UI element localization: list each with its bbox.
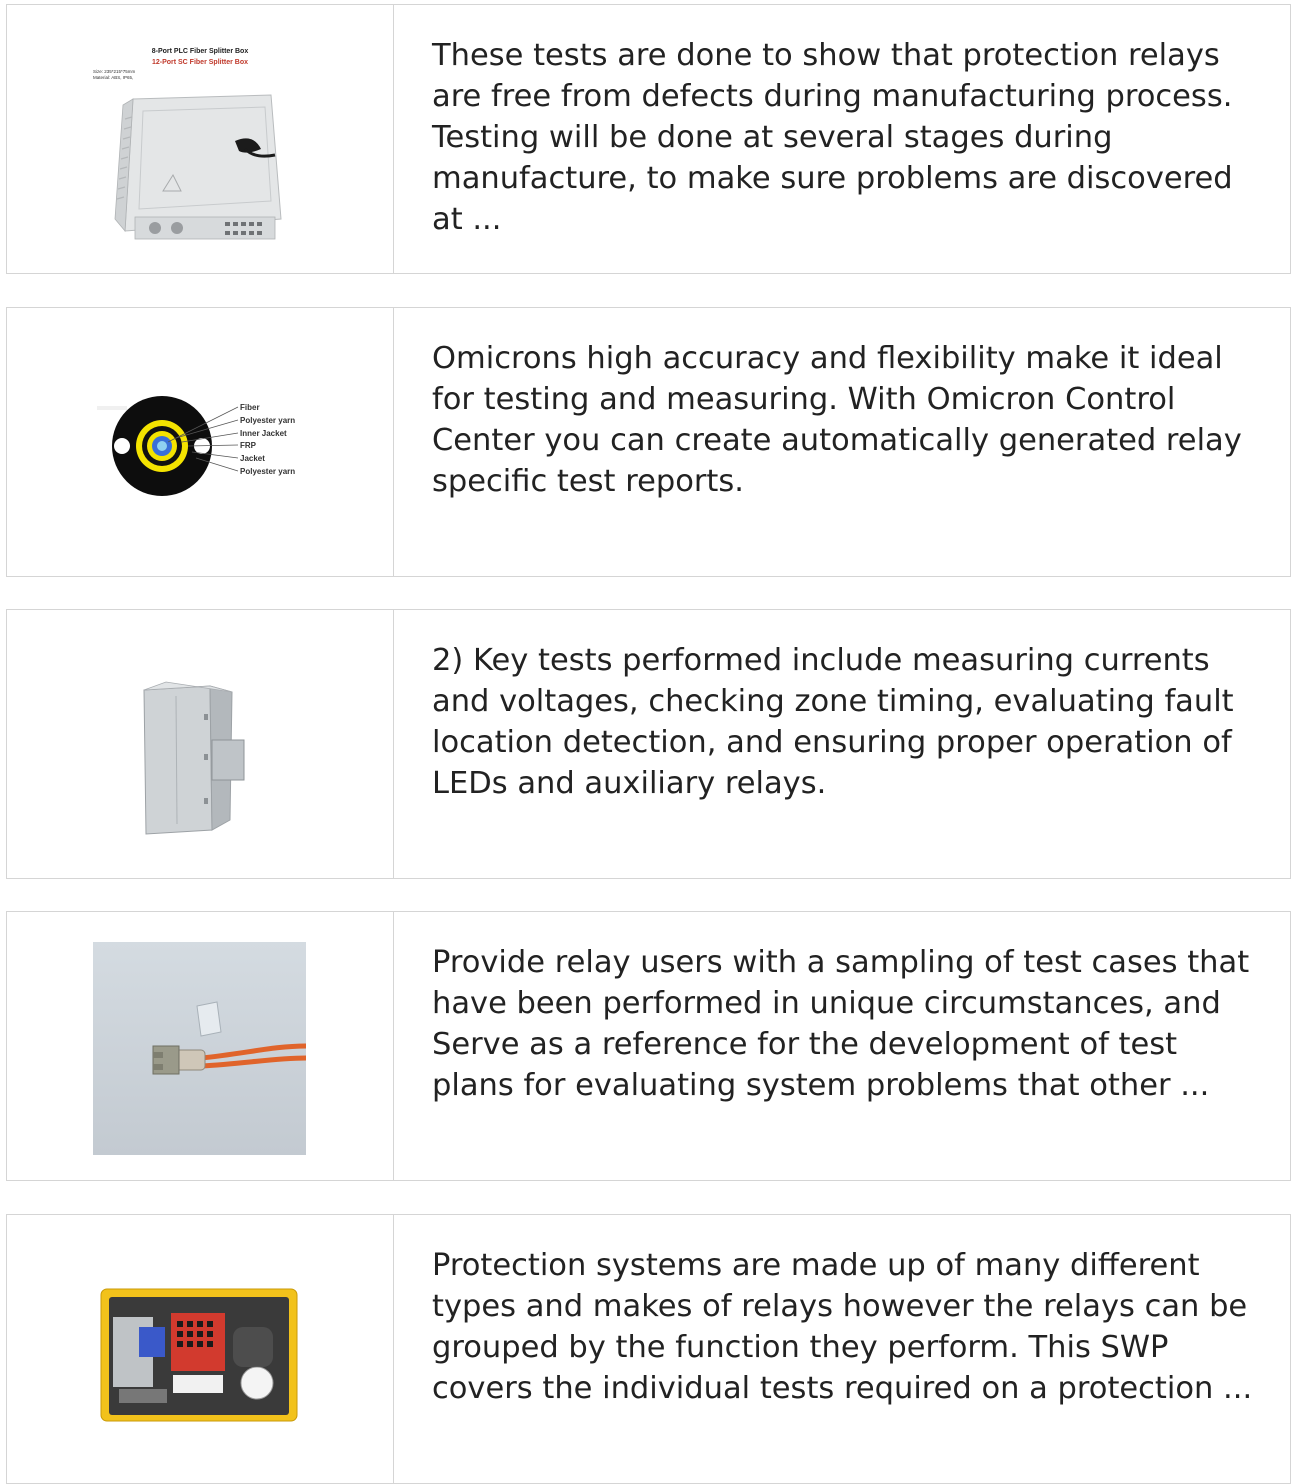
cable-label: FRP xyxy=(240,441,256,450)
snippet-cell xyxy=(394,1215,1290,1483)
snippet-text[interactable]: Protection systems are made up of many different types and makes of relays however the relays can be grouped by the function they perform. This SWP covers the individual tests required on a protection ... xyxy=(432,1248,1253,1406)
result-card[interactable] xyxy=(6,4,1291,274)
thumbnail-cell xyxy=(7,912,394,1180)
thumbnail-cell xyxy=(7,308,394,576)
result-card[interactable] xyxy=(6,609,1291,879)
cable-label: Jacket xyxy=(240,454,265,463)
image-spec-size: Size: 235*215*75mm xyxy=(93,69,136,74)
result-card[interactable] xyxy=(6,1214,1291,1484)
snippet-cell xyxy=(394,610,1290,878)
thumbnail-cell xyxy=(7,5,394,273)
snippet-text[interactable]: Omicrons high accuracy and flexibility make it ideal for testing and measuring. With Omicron Control Center you can create automatically generated relay specific test reports. xyxy=(432,341,1242,499)
thumbnail-cell xyxy=(7,1215,394,1483)
snippet-cell xyxy=(394,912,1290,1180)
image-title: 8-Port PLC Fiber Splitter Box xyxy=(151,48,249,55)
outdoor-cabinet-image[interactable] xyxy=(132,678,272,838)
image-spec-material: Material: ABS, IP65, xyxy=(93,75,134,80)
snippet-text[interactable]: Provide relay users with a sampling of test cases that have been performed in unique circumstances, and Serve as a reference for the development of test plans for evaluating system problems that other ... xyxy=(432,945,1250,1103)
image-subtitle: 12-Port SC Fiber Splitter Box xyxy=(151,59,249,66)
fiber-cable-cross-section-image[interactable] xyxy=(92,356,322,536)
snippet-cell xyxy=(394,308,1290,576)
cable-label: Polyester yarn xyxy=(240,416,296,425)
cable-label: Polyester yarn xyxy=(240,467,296,476)
snippet-text[interactable]: These tests are done to show that protection relays are free from defects during manufacturing process. Testing will be done at several stages during manufacture, to make sure problems are discovered at ... xyxy=(432,38,1233,237)
cable-label: Fiber xyxy=(240,403,260,412)
thumbnail-cell xyxy=(7,610,394,878)
cable-label: Inner Jacket xyxy=(240,429,287,438)
snippet-cell xyxy=(394,5,1290,273)
fusion-splicer-toolkit-image[interactable] xyxy=(99,1287,299,1423)
fiber-splitter-box-image[interactable] xyxy=(85,41,315,256)
fiber-patch-cord-image[interactable] xyxy=(93,942,306,1155)
snippet-text[interactable]: 2) Key tests performed include measuring currents and voltages, checking zone timing, evaluating fault location detection, and ensuring proper operation of LEDs and auxiliary relays. xyxy=(432,643,1234,801)
result-card[interactable] xyxy=(6,911,1291,1181)
result-card[interactable] xyxy=(6,307,1291,577)
